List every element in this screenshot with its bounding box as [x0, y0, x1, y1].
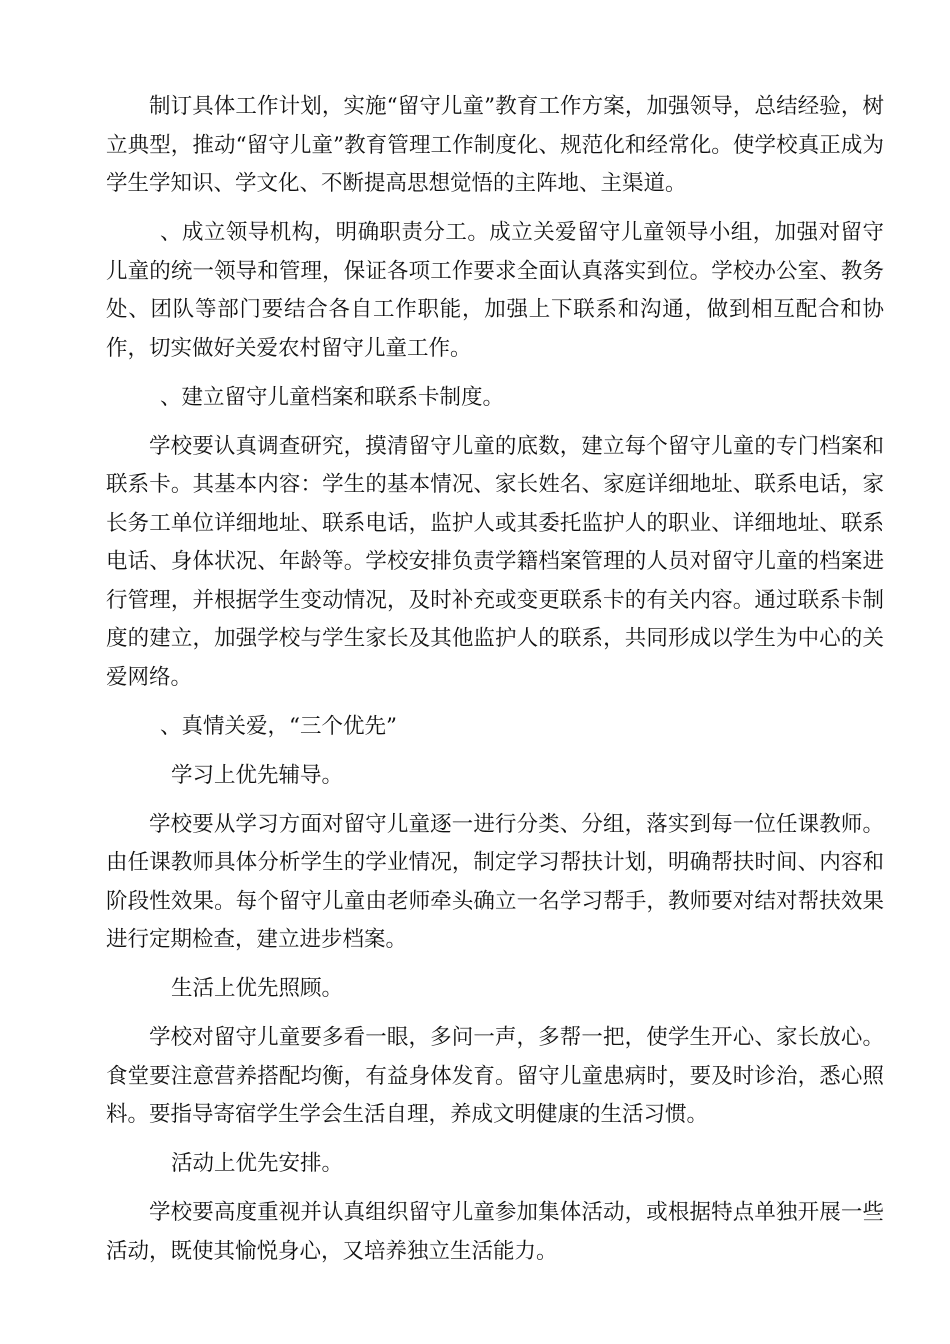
paragraph: 学校要从学习方面对留守儿童逐一进行分类、分组，落实到每一位任课教师。由任课教师具体分析学生的学业情况，制定学习帮扶计划，明确帮扶时间、内容和阶段性效果。每个留守儿童由老师牵头确立一名学习帮手，教师要对结对帮扶效果进行定期检查，建立进步档案。 — [106, 811, 884, 952]
paragraph: 学校对留守儿童要多看一眼，多问一声，多帮一把，使学生开心、家长放心。食堂要注意营养搭配均衡，有益身体发育。留守儿童患病时，要及时诊治，悉心照料。要指导寄宿学生学会生活自理，养成文明健康的生活习惯。 — [106, 1025, 884, 1127]
section-heading: 、真情关爱，“三个优先” — [160, 713, 397, 739]
subsection-heading: 生活上优先照顾。 — [171, 976, 344, 1001]
section-heading: 、成立领导机构，明确职责分工。成立关爱留守儿童领导小组，加强对留守儿童的统一领导和管理，保证各项工作要求全面认真落实到位。学校办公室、教务处、团队等部门要结合各自工作职能，加强上下联系和沟通，做到相互配合和协作，切实做好关爱农村留守儿童工作。 — [106, 220, 884, 361]
subsection-heading: 学习上优先辅导。 — [171, 762, 344, 788]
document-body — [106, 88, 884, 1282]
section-heading: 、建立留守儿童档案和联系卡制度。 — [160, 384, 505, 410]
paragraph: 学校要认真调查研究，摸清留守儿童的底数，建立每个留守儿童的专门档案和联系卡。其基本内容：学生的基本情况、家长姓名、家庭详细地址、联系电话，家长务工单位详细地址、联系电话，监护人或其委托监护人的职业、详细地址、联系电话、身体状况、年龄等。学校安排负责学籍档案管理的人员对留守儿童的档案进行管理，并根据学生变动情况，及时补充或变更联系卡的有关内容。通过联系卡制度的建立，加强学校与学生家长及其他监护人的联系，共同形成以学生为中心的关爱网络。 — [106, 433, 884, 690]
subsection-heading: 活动上优先安排。 — [171, 1151, 344, 1176]
paragraph: 学校要高度重视并认真组织留守儿童参加集体活动，或根据特点单独开展一些活动，既使其愉悦身心，又培养独立生活能力。 — [106, 1200, 884, 1264]
paragraph: 制订具体工作计划，实施“留守儿童”教育工作方案，加强领导，总结经验，树立典型，推动“留守儿童”教育管理工作制度化、规范化和经常化。使学校真正成为学生学知识、学文化、不断提高思想觉悟的主阵地、主渠道。 — [106, 94, 884, 196]
